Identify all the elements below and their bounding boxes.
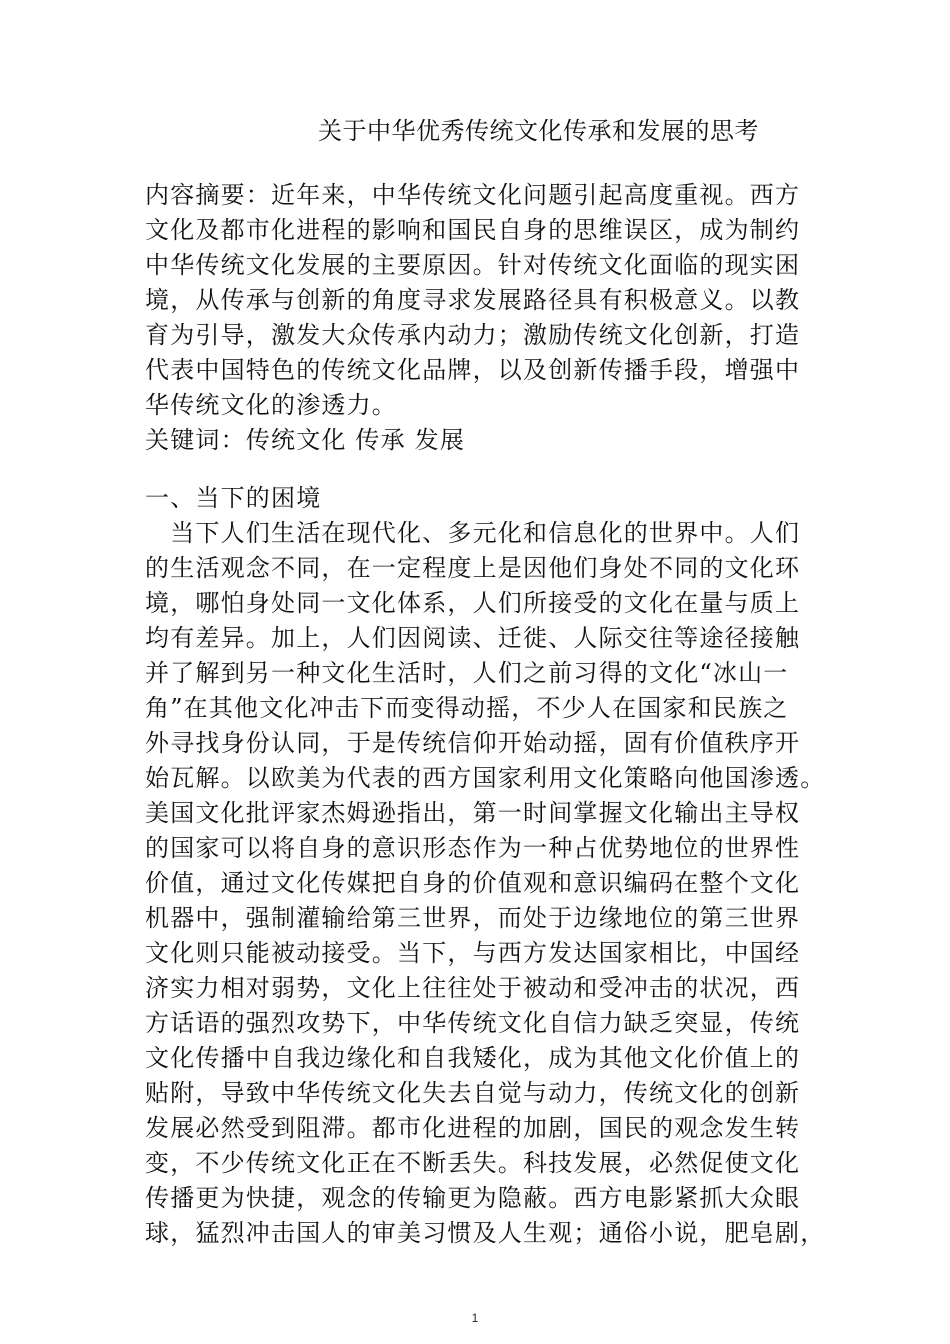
paragraph-line: 变，不少传统文化正在不断丢失。科技发展，必然促使文化 bbox=[145, 1149, 801, 1177]
abstract-line: 境，从传承与创新的角度寻求发展路径具有积极意义。以教 bbox=[145, 286, 801, 314]
abstract-line: 育为引导，激发大众传承内动力；激励传统文化创新，打造 bbox=[145, 321, 801, 349]
paragraph-line: 并了解到另一种文化生活时，人们之前习得的文化“冰山一 bbox=[145, 659, 789, 687]
paragraph-line: 的国家可以将自身的意识形态作为一种占优势地位的世界性 bbox=[145, 834, 801, 862]
document-title: 关于中华优秀传统文化传承和发展的思考 bbox=[318, 117, 759, 145]
paragraph-line: 角”在其他文化冲击下而变得动摇，不少人在国家和民族之 bbox=[145, 694, 789, 722]
paragraph-line: 传播更为快捷，观念的传输更为隐蔽。西方电影紧抓大众眼 bbox=[145, 1184, 801, 1212]
paragraph-line: 价值，通过文化传媒把自身的价值观和意识编码在整个文化 bbox=[145, 869, 801, 897]
abstract-line: 代表中国特色的传统文化品牌，以及创新传播手段，增强中 bbox=[145, 356, 801, 384]
paragraph-line: 机器中，强制灌输给第三世界，而处于边缘地位的第三世界 bbox=[145, 904, 801, 932]
paragraph-line: 文化传播中自我边缘化和自我矮化，成为其他文化价值上的 bbox=[145, 1044, 801, 1072]
paragraph-line: 当下人们生活在现代化、多元化和信息化的世界中。人们 bbox=[145, 519, 801, 547]
paragraph-line: 外寻找身份认同，于是传统信仰开始动摇，固有价值秩序开 bbox=[145, 729, 801, 757]
paragraph-line: 方话语的强烈攻势下，中华传统文化自信力缺乏突显，传统 bbox=[145, 1009, 801, 1037]
abstract-line: 内容摘要：近年来，中华传统文化问题引起高度重视。西方 bbox=[145, 181, 801, 209]
paragraph-line: 济实力相对弱势，文化上往往处于被动和受冲击的状况，西 bbox=[145, 974, 801, 1002]
section-heading bbox=[145, 481, 835, 516]
page-number: 1 bbox=[471, 1311, 479, 1325]
paragraph-line: 美国文化批评家杰姆逊指出，第一时间掌握文化输出主导权 bbox=[145, 799, 801, 827]
keywords-line bbox=[145, 423, 835, 458]
section-heading-text: 一、当下的困境 bbox=[145, 484, 322, 512]
abstract-line: 文化及都市化进程的影响和国民自身的思维误区，成为制约 bbox=[145, 216, 801, 244]
paragraph-line: 境，哪怕身处同一文化体系，人们所接受的文化在量与质上 bbox=[145, 589, 801, 617]
paragraph-line: 贴附，导致中华传统文化失去自觉与动力，传统文化的创新 bbox=[145, 1079, 801, 1107]
body-paragraph bbox=[145, 516, 835, 1251]
abstract-block bbox=[145, 178, 835, 423]
keywords-text: 关键词：传统文化 传承 发展 bbox=[145, 426, 466, 454]
paragraph-line: 的生活观念不同，在一定程度上是因他们身处不同的文化环 bbox=[145, 554, 801, 582]
abstract-line: 中华传统文化发展的主要原因。针对传统文化面临的现实困 bbox=[145, 251, 801, 279]
paragraph-line: 始瓦解。以欧美为代表的西方国家利用文化策略向他国渗透。 bbox=[145, 764, 826, 792]
paragraph-line: 发展必然受到阻滞。都市化进程的加剧，国民的观念发生转 bbox=[145, 1114, 801, 1142]
paragraph-line: 球，猛烈冲击国人的审美习惯及人生观；通俗小说，肥皂剧， bbox=[145, 1219, 826, 1247]
paragraph-line: 均有差异。加上，人们因阅读、迁徙、人际交往等途径接触 bbox=[145, 624, 801, 652]
paragraph-line: 文化则只能被动接受。当下，与西方发达国家相比，中国经 bbox=[145, 939, 801, 967]
abstract-line: 华传统文化的渗透力。 bbox=[145, 391, 397, 419]
